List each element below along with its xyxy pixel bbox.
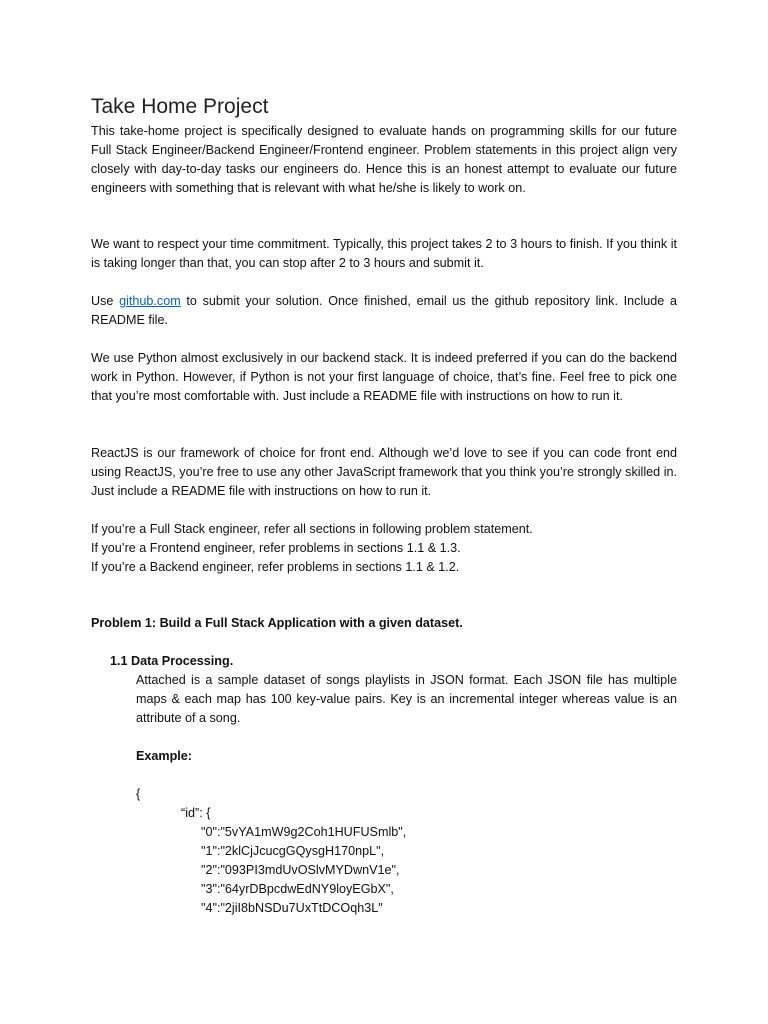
json-entry: "0":"5vYA1mW9g2Coh1HUFUSmlb", — [201, 825, 407, 839]
time-commitment-paragraph: We want to respect your time commitment. Typically, this project takes 2 to 3 hours to finish. If you think it is taking longer than that, you can stop after 2 to 3 hours and submit it. — [91, 237, 677, 270]
submission-suffix: to submit your solution. Once finished, email us the github repository link. Include a README file. — [91, 294, 677, 327]
section-1-1-body: Attached is a sample dataset of songs playlists in JSON format. Each JSON file has multiple maps & each map has 100 key-value pairs. Key is an incremental integer whereas value is an attribute of a song. — [136, 673, 677, 725]
json-entry: "3":"64yrDBpcdwEdNY9loyEGbX", — [201, 882, 394, 896]
json-entry: "2":"093PI3mdUvOSlvMYDwnV1e", — [201, 863, 400, 877]
react-paragraph: ReactJS is our framework of choice for front end. Although we’d love to see if you can code front end using ReactJS, you’re free to use any other JavaScript framework that you think you’re strongly skilled in. Just include a README file with instructions on how to run it. — [91, 446, 677, 498]
json-entry: "1":"2klCjJcucgGQysgH170npL", — [201, 844, 385, 858]
role-frontend: If you’re a Frontend engineer, refer problems in sections 1.1 & 1.3. — [91, 541, 461, 555]
role-full-stack: If you’re a Full Stack engineer, refer all sections in following problem statement. — [91, 522, 533, 536]
python-paragraph: We use Python almost exclusively in our backend stack. It is indeed preferred if you can do the backend work in Python. However, if Python is not your first language of choice, that’s fine. Feel free to pick one that you’re most comfortable with. Just include a README file with instructions on how to run it. — [91, 351, 677, 403]
roles-list — [91, 520, 677, 577]
github-link[interactable]: github.com — [119, 294, 181, 308]
intro-paragraph: This take-home project is specifically designed to evaluate hands on programming skills for our future Full Stack Engineer/Backend Engineer/Frontend engineer. Problem statements in this project align very closely with day-to-day tasks our engineers do. Hence this is an honest attempt to evaluate our future engineers with something that is relevant with what he/she is likely to work on. — [91, 124, 677, 195]
problem-title: Problem 1: Build a Full Stack Application with a given dataset. — [91, 616, 463, 630]
example-label: Example: — [136, 749, 192, 763]
submission-prefix: Use — [91, 294, 120, 308]
json-open-brace: { — [136, 787, 141, 801]
submission-paragraph — [91, 292, 677, 330]
json-entry: "4":"2jiI8bNSDu7UxTtDCOqh3L" — [201, 901, 383, 915]
page-title: Take Home Project — [91, 95, 269, 118]
json-id-key: “id”: { — [181, 806, 211, 820]
section-1-1-heading: 1.1 Data Processing. — [110, 654, 234, 668]
role-backend: If you’re a Backend engineer, refer problems in sections 1.1 & 1.2. — [91, 560, 460, 574]
